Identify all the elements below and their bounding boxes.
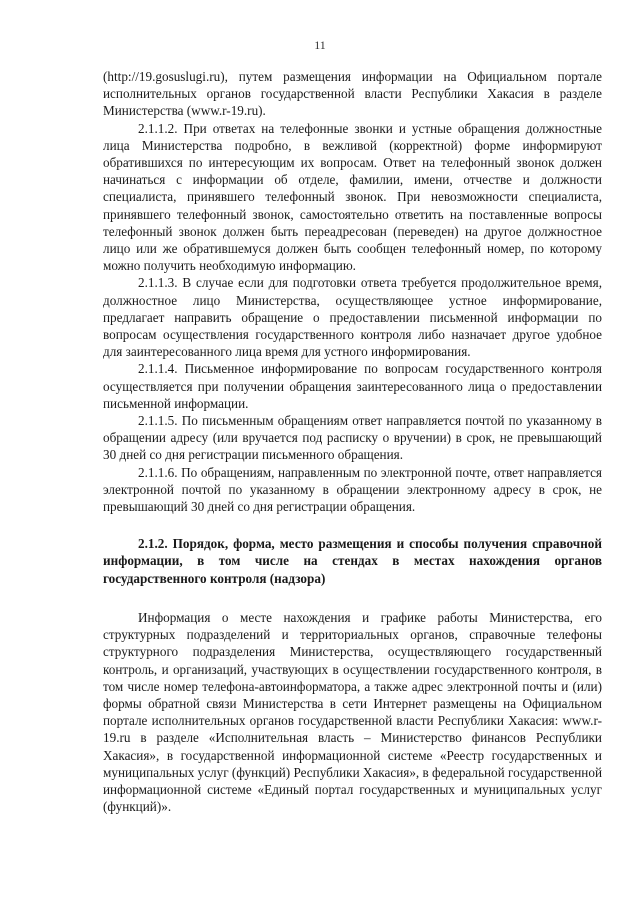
paragraph-2-1-1-5: 2.1.1.5. По письменным обращениям ответ направляется почтой по указанному в обращении адресу (или вручается под расписку о вручении) в срок, не превышающий 30 дней со дня регистрации письменного обращения. [103,413,602,463]
section-heading-2-1-2: 2.1.2. Порядок, форма, место размещения и способы получения справочной информации, в том числе на стендах в местах нахождения органов государственного контроля (надзора) [103,536,602,586]
section-spacer [103,587,602,609]
paragraph-2-1-1-3: 2.1.1.3. В случае если для подготовки ответа требуется продолжительное время, должностное лицо Министерства, осуществляющее устное информирование, предлагает направить обращение о предоставлении письменной информации по вопросам осуществления государственного контроля либо назначает другое удобное для заинтересованного лица время для устного информирования. [103,275,602,360]
paragraph-portal-link: (http://19.gosuslugi.ru), путем размещения информации на Официальном портале исполнительных органов государственной власти Республики Хакасия в разделе Министерства (www.r-19.ru). [103,69,602,119]
paragraph-2-1-1-6: 2.1.1.6. По обращениям, направленным по электронной почте, ответ направляется электронной почтой по указанному в обращении электронному адресу в срок, не превышающий 30 дней со дня регистрации обращения. [103,464,602,515]
page-number: 11 [314,38,326,52]
document-body [103,68,602,815]
paragraph-info-location: Информация о месте нахождения и графике работы Министерства, его структурных подразделений и территориальных органов, справочные телефоны структурного подразделения Министерства, осуществляющего государственный контроль, и организаций, участвующих в осуществлении государственного контроля, в том числе номер телефона-автоинформатора, а также адрес электронной почты и (или) формы обратной связи Министерства в сети Интернет размещены на Официальном портале исполнительных органов государственной власти Республики Хакасия: www.r-19.ru в разделе «Исполнительная власть – Министерство финансов Республики Хакасия», в государственной информационной системе «Реестр государственных и муниципальных услуг (функций) Республики Хакасия», в федеральной государственной информационной системе «Единый портал государственных и муниципальных услуг (функций)». [103,609,602,815]
paragraph-2-1-1-4: 2.1.1.4. Письменное информирование по вопросам государственного контроля осуществляется при получении обращения заинтересованного лица о предоставлении письменной информации. [103,361,602,411]
paragraph-2-1-1-2: 2.1.1.2. При ответах на телефонные звонки и устные обращения должностные лица Министерства подробно, в вежливой (корректной) форме информируют обратившихся по интересующим их вопросам. Ответ на телефонный звонок должен начинаться с информации об отделе, фамилии, имени, отчестве и должности специалиста, принявшего телефонный звонок. При невозможности специалиста, принявшего телефонный звонок, самостоятельно ответить на поставленные вопросы телефонный звонок должен быть переадресован (переведен) на другое должностное лицо или же обратившемуся должен быть сообщен телефонный номер, по которому можно получить необходимую информацию. [103,120,602,274]
